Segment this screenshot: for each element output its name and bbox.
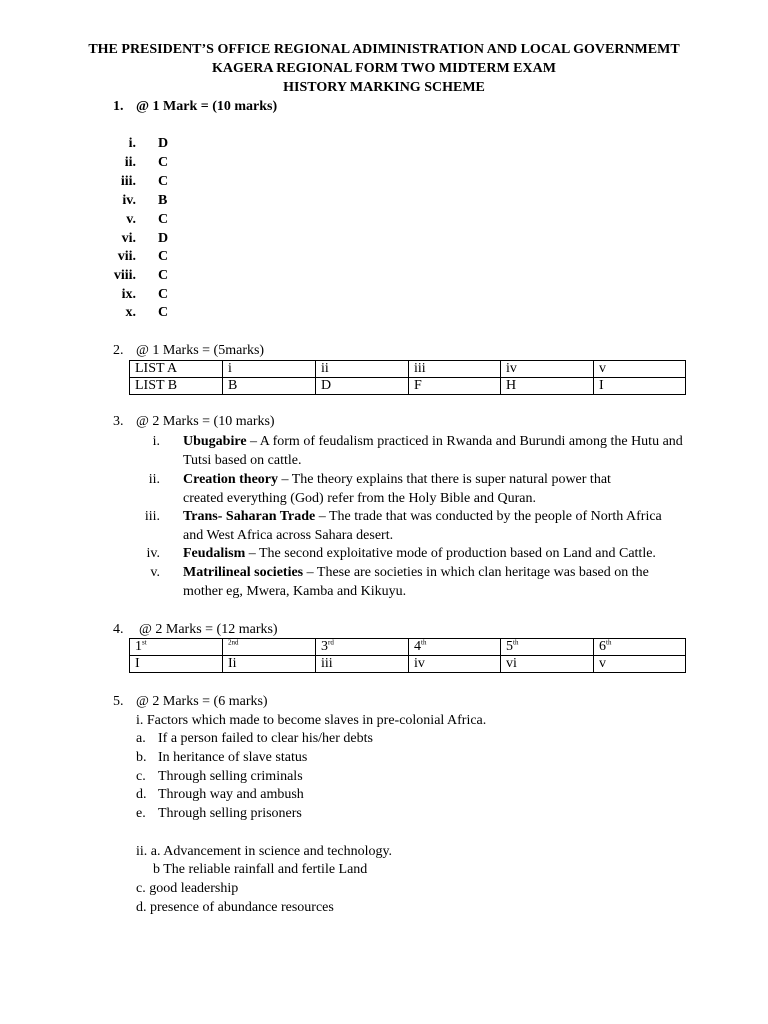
q3-item-number: v.	[150, 565, 160, 580]
list-item-letter: c.	[136, 769, 146, 784]
table-cell: Ii	[223, 656, 316, 673]
table-cell: vi	[501, 656, 594, 673]
table-cell: 2nd	[223, 639, 316, 656]
table-cell: 4th	[409, 639, 501, 656]
q3-item-definition: – The second exploitative mode of production based on Land and Cattle.	[245, 546, 656, 561]
table-cell: 6th	[594, 639, 686, 656]
q1-answer-number: ix.	[121, 287, 136, 302]
table-cell: B	[223, 378, 316, 395]
q1-answer-letter: B	[158, 193, 168, 208]
list-item-text: Through selling criminals	[158, 769, 303, 784]
table-cell: I	[594, 378, 686, 395]
q3-item-text	[183, 563, 653, 601]
table-cell: iii	[316, 656, 409, 673]
list-item-letter: b.	[136, 750, 147, 765]
q3-item-number: iv.	[146, 546, 160, 561]
table-cell: v	[594, 656, 686, 673]
table-cell: D	[316, 378, 409, 395]
q1-answer-number: iii.	[120, 174, 136, 189]
q3-item-term: Matrilineal societies	[183, 565, 304, 580]
table-cell: F	[409, 378, 501, 395]
q5-part-i-title: i. Factors which made to become slaves in pre-colonial Africa.	[136, 713, 487, 728]
table-cell: i	[223, 361, 316, 378]
q1-answer-number: vii.	[117, 249, 136, 264]
q2-matching-table	[129, 360, 686, 395]
q2-list-b-row	[130, 378, 686, 395]
q1-answer-letter: C	[158, 249, 169, 264]
q3-item-definition: – These are societies in which clan heritage was based on the mother eg, Mwera, Kamba and Kikuyu.	[183, 565, 649, 599]
list-item: c. good leadership	[136, 881, 239, 896]
q1-answer-number: v.	[126, 212, 136, 227]
table-cell: v	[594, 361, 686, 378]
table-cell: 1st	[130, 639, 223, 656]
header-line-1: THE PRESIDENT’S OFFICE REGIONAL ADIMINISTRATION AND LOCAL GOVERNMEMT	[88, 42, 680, 57]
q2-number: 2.	[113, 343, 124, 358]
q4-number: 4.	[113, 622, 124, 637]
q1-number: 1.	[113, 99, 124, 114]
list-item-text: Through way and ambush	[158, 787, 304, 802]
q1-title: @ 1 Mark = (10 marks)	[136, 99, 278, 114]
list-item-letter: a.	[136, 731, 146, 746]
q3-item-term: Feudalism	[183, 546, 246, 561]
table-cell: LIST B	[130, 378, 223, 395]
q1-answer-letter: C	[158, 212, 169, 227]
q3-item-definition: – The theory explains that there is super natural power that created everything (God) refer from the Holy Bible and Quran.	[183, 472, 611, 506]
list-item-text: If a person failed to clear his/her debts	[158, 731, 373, 746]
q3-item-term: Ubugabire	[183, 434, 247, 449]
q2-list-a-row	[130, 361, 686, 378]
q3-item-term: Trans- Saharan Trade	[183, 509, 316, 524]
q1-answer-letter: D	[158, 231, 169, 246]
q5-title: @ 2 Marks = (6 marks)	[136, 694, 268, 709]
q2-title: @ 1 Marks = (5marks)	[136, 343, 265, 358]
q4-answer-row	[130, 656, 686, 673]
q1-answer-letter: D	[158, 136, 169, 151]
list-item: ii. a. Advancement in science and technology.	[136, 844, 393, 859]
header-line-2: KAGERA REGIONAL FORM TWO MIDTERM EXAM	[212, 61, 556, 76]
table-cell: iv	[501, 361, 594, 378]
q3-item-text	[183, 470, 653, 508]
list-item: d. presence of abundance resources	[136, 900, 334, 915]
q1-answer-letter: C	[158, 174, 169, 189]
q1-answer-number: iv.	[122, 193, 136, 208]
table-cell: ii	[316, 361, 409, 378]
q1-answer-letter: C	[158, 287, 169, 302]
q3-item-text	[183, 507, 663, 545]
q1-answer-number: viii.	[113, 268, 136, 283]
list-item: b The reliable rainfall and fertile Land	[153, 862, 368, 877]
table-cell: H	[501, 378, 594, 395]
q1-answer-number: i.	[128, 136, 136, 151]
q3-title: @ 2 Marks = (10 marks)	[136, 414, 275, 429]
q3-item-definition: – A form of feudalism practiced in Rwanda and Burundi among the Hutu and Tutsi based on cattle.	[183, 434, 683, 468]
q5-number: 5.	[113, 694, 124, 709]
q1-answer-letter: C	[158, 155, 169, 170]
q3-item-number: i.	[152, 434, 160, 449]
table-cell: I	[130, 656, 223, 673]
table-cell: LIST A	[130, 361, 223, 378]
list-item-text: Through selling prisoners	[158, 806, 302, 821]
list-item-letter: d.	[136, 787, 147, 802]
q4-title: @ 2 Marks = (12 marks)	[139, 622, 278, 637]
table-cell: 3rd	[316, 639, 409, 656]
q3-item-definition: – The trade that was conducted by the people of North Africa and West Africa across Sahara desert.	[183, 509, 662, 543]
q3-item-number: iii.	[144, 509, 160, 524]
q1-answer-number: vi.	[121, 231, 136, 246]
q3-item-term: Creation theory	[183, 472, 278, 487]
q3-number: 3.	[113, 414, 124, 429]
q1-answer-letter: C	[158, 268, 169, 283]
table-cell: iv	[409, 656, 501, 673]
q1-answer-letter: C	[158, 305, 169, 320]
q1-answer-number: x.	[125, 305, 136, 320]
table-cell: 5th	[501, 639, 594, 656]
list-item-text: In heritance of slave status	[158, 750, 308, 765]
table-cell: iii	[409, 361, 501, 378]
q4-order-table	[129, 638, 686, 673]
q3-item-text	[183, 432, 683, 470]
q4-position-row	[130, 639, 686, 656]
list-item-letter: e.	[136, 806, 146, 821]
header-line-3: HISTORY MARKING SCHEME	[283, 80, 485, 95]
q3-item-number: ii.	[148, 472, 160, 487]
q1-answer-number: ii.	[124, 155, 136, 170]
q3-item-text	[183, 544, 683, 563]
